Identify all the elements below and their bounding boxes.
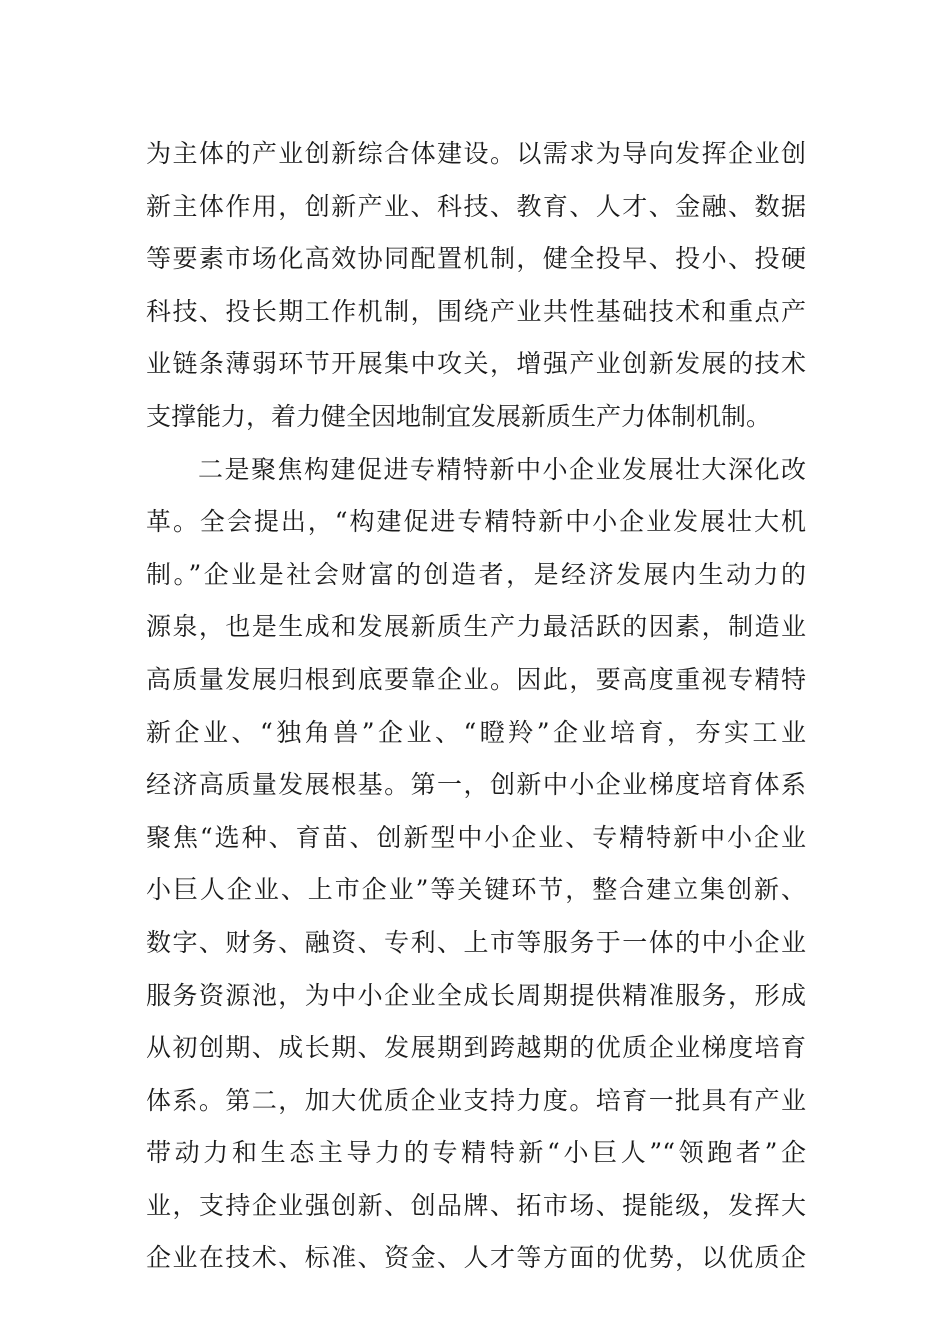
- text-line: 从初创期、成长期、发展期到跨越期的优质企业梯度培育: [146, 1033, 806, 1063]
- text-line: 业链条薄弱环节开展集中攻关，增强产业创新发展的技术: [146, 349, 806, 379]
- text-line: 服务资源池，为中小企业全成长周期提供精准服务，形成: [146, 980, 806, 1010]
- text-line: 革。全会提出，“构建促进专精特新中小企业发展壮大机: [146, 507, 806, 537]
- text-line: 带动力和生态主导力的专精特新“小巨人”“领跑者”企: [146, 1138, 806, 1168]
- text-line: 聚焦“选种、育苗、创新型中小企业、专精特新中小企业: [146, 822, 806, 852]
- text-line: 支撑能力，着力健全因地制宜发展新质生产力体制机制。: [146, 401, 772, 431]
- text-line: 制。”企业是社会财富的创造者，是经济发展内生动力的: [146, 559, 806, 589]
- text-line: 经济高质量发展根基。第一，创新中小企业梯度培育体系: [146, 770, 806, 800]
- text-line: 体系。第二，加大优质企业支持力度。培育一批具有产业: [146, 1085, 806, 1115]
- text-line: 数字、财务、融资、专利、上市等服务于一体的中小企业: [146, 927, 806, 957]
- body-text: [146, 128, 806, 1285]
- text-line: 小巨人企业、上市企业”等关键环节，整合建立集创新、: [146, 875, 806, 905]
- text-line: 企业在技术、标准、资金、人才等方面的优势，以优质企: [146, 1243, 806, 1273]
- text-line: 等要素市场化高效协同配置机制，健全投早、投小、投硬: [146, 244, 806, 274]
- text-line: 源泉，也是生成和发展新质生产力最活跃的因素，制造业: [146, 612, 806, 642]
- text-line: 新主体作用，创新产业、科技、教育、人才、金融、数据: [146, 191, 806, 221]
- text-line: 高质量发展归根到底要靠企业。因此，要高度重视专精特: [146, 664, 806, 694]
- text-line: 为主体的产业创新综合体建设。以需求为导向发挥企业创: [146, 139, 806, 168]
- paragraph-1: [146, 128, 806, 444]
- text-line: 业，支持企业强创新、创品牌、拓市场、提能级，发挥大: [146, 1190, 806, 1220]
- text-line: 二是聚焦构建促进专精特新中小企业发展壮大深化改: [198, 454, 806, 484]
- text-line: 科技、投长期工作机制，围绕产业共性基础技术和重点产: [146, 296, 806, 326]
- text-line: 新企业、“独角兽”企业、“瞪羚”企业培育，夯实工业: [146, 717, 806, 747]
- paragraph-2: [146, 444, 806, 1286]
